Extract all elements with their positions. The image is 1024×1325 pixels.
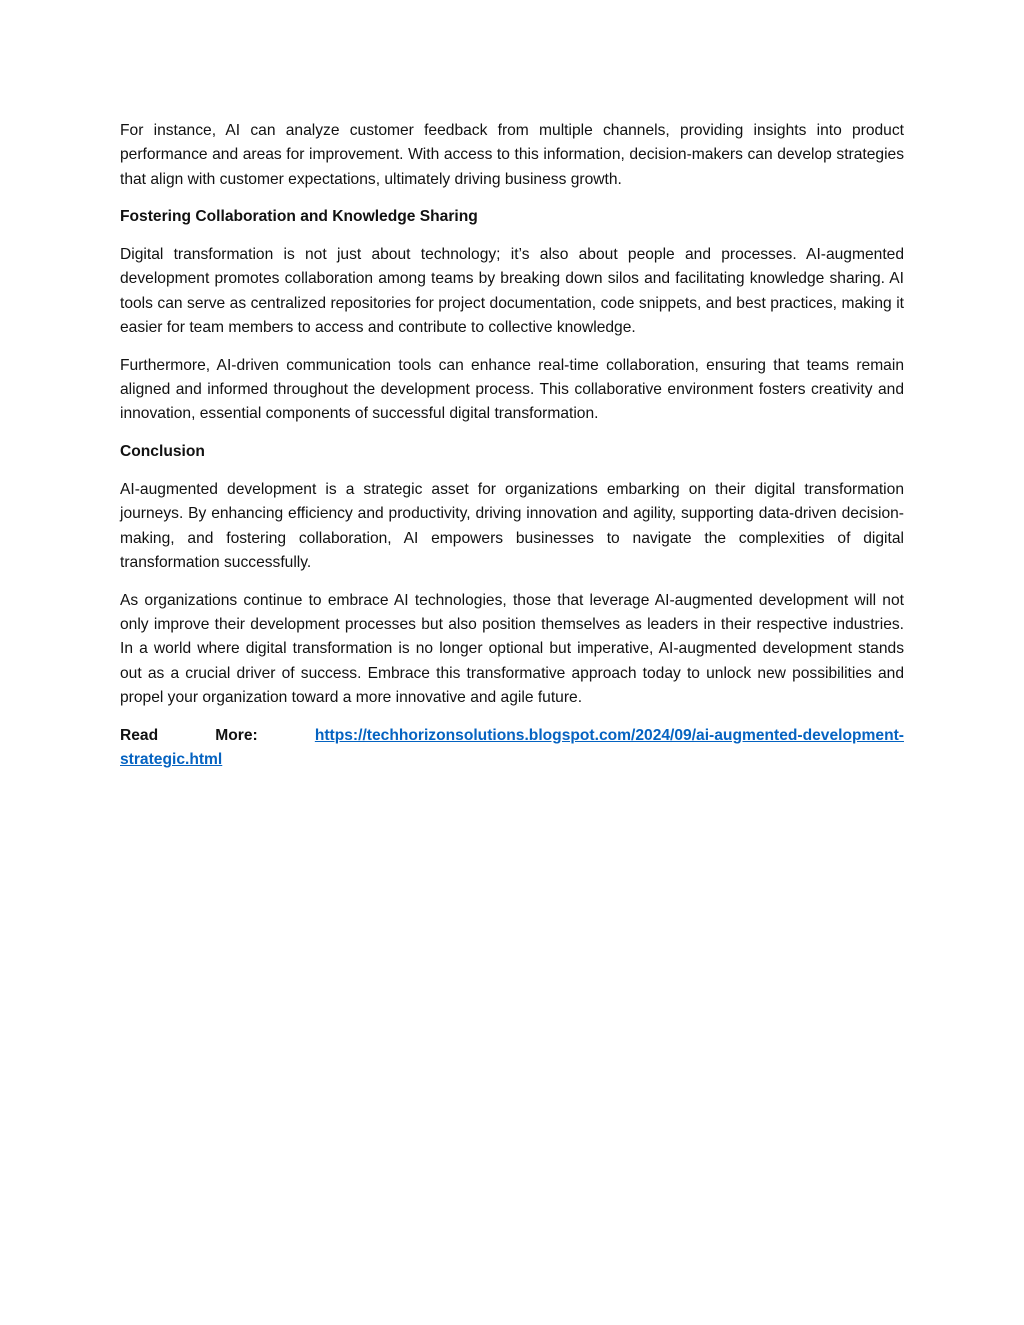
paragraph-embrace-ai: As organizations continue to embrace AI technologies, those that leverage AI-augmented development will not only improve their development processes but also position themselves as leaders in their respective industries. In a world where digital transformation is no longer optional but imperative, AI-augmented development stands out as a crucial driver of success. Embrace this transformative approach today to unlock new possibilities and propel your organization toward a more innovative and agile future.: [120, 591, 904, 706]
paragraph-strategic-asset: AI-augmented development is a strategic asset for organizations embarking on their digital transformation journeys. By enhancing efficiency and productivity, driving innovation and agility, supporting data-driven decision-making, and fostering collaboration, AI empowers businesses to navigate the complexities of digital transformation successfully.: [120, 481, 904, 571]
heading-conclusion: Conclusion: [120, 443, 205, 461]
read-more-line: [120, 724, 904, 773]
read-more-label: Read More:: [120, 726, 258, 744]
read-more-link[interactable]: https://techhorizonsolutions.blogspot.com/2024/09/ai-augmented-development-strategic.html: [120, 726, 904, 769]
paragraph-ai-communication-tools: Furthermore, AI-driven communication tools can enhance real-time collaboration, ensuring that teams remain aligned and informed throughout the development process. This collaborative environment fosters creativity and innovation, essential components of successful digital transformation.: [120, 356, 904, 423]
paragraph-digital-transformation-people: Digital transformation is not just about technology; it’s also about people and processes. AI-augmented development promotes collaboration among teams by breaking down silos and facilitating knowledge sharing. AI tools can serve as centralized repositories for project documentation, code snippets, and best practices, making it easier for team members to access and contribute to collective knowledge.: [120, 246, 904, 337]
heading-fostering-collaboration: Fostering Collaboration and Knowledge Sharing: [120, 208, 478, 226]
document-page: [120, 119, 904, 772]
paragraph-customer-feedback: For instance, AI can analyze customer feedback from multiple channels, providing insights into product performance and areas for improvement. With access to this information, decision-makers can develop strategies that align with customer expectations, ultimately driving business growth.: [120, 122, 904, 188]
